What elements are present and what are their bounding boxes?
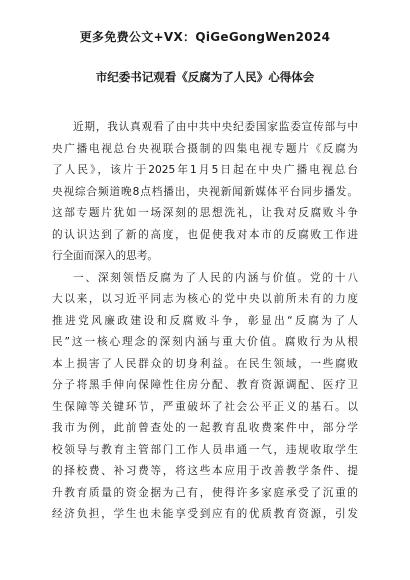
body-line: 我市为例，此前曾查处的一起教育乱收费案件中，部分学 bbox=[52, 422, 358, 434]
body-line: 一、深刻领悟反腐为了人民的内涵与价值。党的十八 bbox=[73, 271, 358, 284]
body-line: 校领导与教育主管部门工作人员串通一气，违规收取学生 bbox=[52, 443, 358, 456]
body-line: 了人民》，该片于2025年1月5日起在中央广播电视总台 bbox=[52, 164, 358, 176]
body-line: 推进党风廉政建设和反腐败斗争，彰显出“反腐为了人 bbox=[52, 314, 358, 327]
body-line: 行全面而深入的思考。 bbox=[52, 250, 158, 262]
body-line: 升教育质量的资金据为己有，使得许多家庭承受了沉重的 bbox=[52, 486, 358, 499]
document-body bbox=[52, 117, 358, 526]
body-line: 央视综合频道晚8点档播出，央视新闻新媒体平台同步播发。 bbox=[52, 185, 358, 198]
body-line: 这部专题片犹如一场深刻的思想洗礼，让我对反腐败斗争 bbox=[52, 207, 358, 219]
promo-header: 更多免费公文+VX：QiGeGongWen2024 bbox=[79, 30, 331, 44]
body-line: 大以来，以习近平同志为核心的党中央以前所未有的力度 bbox=[52, 293, 358, 305]
document-title: 市纪委书记观看《反腐为了人民》心得体会 bbox=[95, 70, 315, 84]
body-line: 本上损害了人民群众的切身利益。在民生领域，一些腐败 bbox=[52, 357, 358, 370]
body-line: 的择校费、补习费等，将这些本应用于改善教学条件、提 bbox=[52, 465, 358, 477]
body-line: 分子将黑手伸向保障性住房分配、教育资源调配、医疗卫 bbox=[52, 379, 358, 391]
body-line: 生保障等关键环节，严重破坏了社会公平正义的基石。以 bbox=[52, 400, 358, 413]
body-line: 民”这一核心理念的深刻内涵与重大价值。腐败行为从根 bbox=[52, 336, 358, 348]
body-line: 经济负担，学生也未能享受到应有的优质教育资源，引发 bbox=[52, 508, 358, 520]
body-line: 的认识达到了新的高度，也促使我对本市的反腐败工作进 bbox=[52, 228, 358, 241]
body-line: 近期，我认真观看了由中共中央纪委国家监委宣传部与中 bbox=[73, 121, 358, 133]
body-line: 央广播电视总台央视联合摄制的四集电视专题片《反腐为 bbox=[52, 142, 358, 155]
